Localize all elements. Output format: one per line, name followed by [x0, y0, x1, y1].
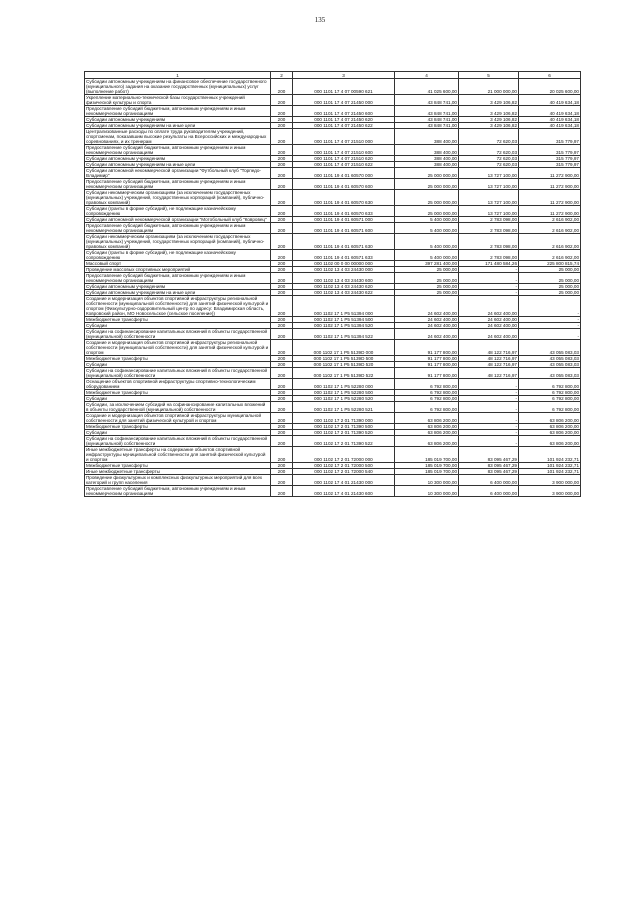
row-executed: 2 783 098,00: [459, 217, 519, 223]
row-unexecuted: 315 779,97: [519, 129, 581, 145]
row-line-code: 200: [271, 179, 293, 190]
row-executed: 3 429 106,82: [459, 117, 519, 123]
row-executed: 72 620,03: [459, 162, 519, 168]
column-header: 6: [519, 72, 581, 79]
row-name: Субсидии на софинансирование капитальных вложений в объекты государственной (муниципальной) собственности: [85, 436, 271, 447]
row-budget-code: 000 1102 17 1 P5 5139D 522: [293, 368, 395, 379]
row-unexecuted: 43 055 083,03: [519, 340, 581, 356]
row-budget-code: 000 1102 17 1 P5 5139D 500: [293, 356, 395, 362]
row-executed: 83 095 467,29: [459, 447, 519, 463]
row-budget-code: 000 1102 17 1 P5 52280 000: [293, 379, 395, 390]
row-budget-code: 000 1102 13 4 03 24430 000: [293, 267, 395, 273]
row-executed: 83 095 467,29: [459, 469, 519, 475]
row-line-code: 200: [271, 317, 293, 323]
row-budget-code: 000 1101 19 4 01 60570 000: [293, 168, 395, 179]
table-row: [85, 340, 581, 356]
row-executed: 48 122 716,97: [459, 340, 519, 356]
row-name: Создание и модернизация объектов спортивной инфраструктуры региональной собственности (муниципальной собственности) для занятий физической культурой и спортом: [85, 340, 271, 356]
row-line-code: 200: [271, 223, 293, 234]
row-name: Предоставление субсидий бюджетным, автономным учреждениям и иным некоммерческим организациям: [85, 106, 271, 117]
table-row: [85, 168, 581, 179]
row-budget-code: 000 1101 17 4 07 21450 622: [293, 123, 395, 129]
row-unexecuted: 2 616 902,00: [519, 250, 581, 261]
row-name: Иные межбюджетные трансферты на содержание объектов спортивной инфраструктуры муниципальной собственности для занятий физической культурой и спортом: [85, 447, 271, 463]
row-budget-code: 000 1101 19 4 01 60571 600: [293, 223, 395, 234]
row-budget-code: 000 1102 17 1 P5 52280 521: [293, 402, 395, 413]
row-name: Межбюджетные трансферты: [85, 390, 271, 396]
row-unexecuted: -: [519, 317, 581, 323]
row-line-code: 200: [271, 162, 293, 168]
table-row: [85, 475, 581, 486]
row-budget-code: 000 1102 17 2 01 72000 540: [293, 469, 395, 475]
row-budget-code: 000 1102 17 1 P5 51394 522: [293, 329, 395, 340]
row-budget-code: 000 1101 19 4 01 60571 630: [293, 234, 395, 250]
row-unexecuted: 40 419 634,18: [519, 117, 581, 123]
row-name: Предоставление субсидий бюджетным, автономным учреждениям и иным некоммерческим организациям: [85, 486, 271, 497]
row-approved: 185 019 700,00: [395, 447, 459, 463]
row-name: Субсидии автономным учреждениям: [85, 284, 271, 290]
row-line-code: 200: [271, 190, 293, 206]
row-name: Проведение физкультурных и комплексных физкультурных мероприятий для всех категорий и групп населения: [85, 475, 271, 486]
row-budget-code: 000 1101 19 4 01 60570 633: [293, 206, 395, 217]
row-name: Предоставление субсидий бюджетным, автономным учреждениям и иным некоммерческим организациям: [85, 179, 271, 190]
row-budget-code: 000 1102 17 2 01 71390 520: [293, 430, 395, 436]
row-line-code: 200: [271, 117, 293, 123]
row-unexecuted: 63 806 200,00: [519, 424, 581, 430]
row-line-code: 200: [271, 368, 293, 379]
row-unexecuted: 40 419 634,18: [519, 95, 581, 106]
row-executed: 21 000 000,00: [459, 79, 519, 95]
row-name: Межбюджетные трансферты: [85, 356, 271, 362]
row-executed: 6 400 000,00: [459, 475, 519, 486]
row-unexecuted: -: [519, 296, 581, 317]
row-name: Субсидии автономной некоммерческой организации "Мотобольный клуб "Ковровец": [85, 217, 271, 223]
row-approved: 25 000 000,00: [395, 206, 459, 217]
row-line-code: 200: [271, 261, 293, 267]
row-unexecuted: 11 272 900,00: [519, 168, 581, 179]
row-line-code: 200: [271, 323, 293, 329]
row-unexecuted: 63 806 200,00: [519, 413, 581, 424]
row-unexecuted: 25 000,00: [519, 267, 581, 273]
row-approved: 63 806 200,00: [395, 430, 459, 436]
row-executed: 24 602 400,00: [459, 317, 519, 323]
column-header-row: [85, 72, 581, 79]
row-executed: -: [459, 390, 519, 396]
row-unexecuted: 63 806 200,00: [519, 436, 581, 447]
row-name: Проведение массовых спортивных мероприятий: [85, 267, 271, 273]
row-budget-code: 000 1101 17 4 07 21510 622: [293, 162, 395, 168]
row-line-code: 200: [271, 356, 293, 362]
row-approved: 63 806 200,00: [395, 424, 459, 430]
row-executed: 72 620,03: [459, 145, 519, 156]
row-unexecuted: 43 055 083,03: [519, 362, 581, 368]
row-name: Субсидии некоммерческим организациям (за исключением государственных (муниципальных) учреждений, государственных корпораций (компаний), публично-правовых компаний): [85, 234, 271, 250]
row-line-code: 200: [271, 129, 293, 145]
row-unexecuted: 40 419 634,18: [519, 123, 581, 129]
row-budget-code: 000 1101 17 4 07 21450 000: [293, 95, 395, 106]
row-name: Субсидии автономным учреждениям на финансовое обеспечение государственного (муниципального) задания на оказание государственных (муниципальных) услуг (выполнение работ): [85, 79, 271, 95]
row-executed: 6 400 000,00: [459, 486, 519, 497]
row-executed: 48 122 716,97: [459, 362, 519, 368]
row-approved: 24 602 400,00: [395, 296, 459, 317]
row-budget-code: 000 1101 17 4 07 00590 621: [293, 79, 395, 95]
budget-table: [84, 71, 581, 497]
row-approved: 25 000 000,00: [395, 190, 459, 206]
row-name: Оснащение объектов спортивной инфраструктуры спортивно-технологическим оборудованием: [85, 379, 271, 390]
row-budget-code: 000 1102 17 1 P5 51394 500: [293, 317, 395, 323]
row-approved: 388 400,00: [395, 156, 459, 162]
row-approved: 5 400 000,00: [395, 223, 459, 234]
table-row: [85, 486, 581, 497]
table-row: [85, 250, 581, 261]
row-unexecuted: 43 055 083,03: [519, 356, 581, 362]
row-executed: 13 727 100,00: [459, 179, 519, 190]
row-unexecuted: 2 616 902,00: [519, 234, 581, 250]
row-executed: 72 620,03: [459, 129, 519, 145]
row-budget-code: 000 1102 17 2 01 72000 500: [293, 463, 395, 469]
row-executed: 48 122 716,97: [459, 356, 519, 362]
row-line-code: 200: [271, 106, 293, 117]
row-executed: -: [459, 402, 519, 413]
row-budget-code: 000 1101 19 4 01 60571 633: [293, 250, 395, 261]
row-line-code: 200: [271, 390, 293, 396]
row-name: Межбюджетные трансферты: [85, 424, 271, 430]
row-budget-code: 000 1102 17 4 01 21430 600: [293, 486, 395, 497]
row-budget-code: 000 1102 17 4 01 21430 000: [293, 475, 395, 486]
row-unexecuted: 3 900 000,00: [519, 475, 581, 486]
row-name: Массовый спорт: [85, 261, 271, 267]
row-executed: -: [459, 284, 519, 290]
row-unexecuted: 101 924 232,71: [519, 469, 581, 475]
row-name: Субсидии автономным учреждениям на иные цели: [85, 290, 271, 296]
row-approved: 25 000,00: [395, 284, 459, 290]
row-name: Создание и модернизация объектов спортивной инфраструктуры муниципальной собственности для занятий физической культурой и спортом: [85, 413, 271, 424]
row-budget-code: 000 1101 19 4 01 60570 600: [293, 179, 395, 190]
row-line-code: 200: [271, 402, 293, 413]
column-header: 2: [271, 72, 293, 79]
row-approved: 91 177 800,00: [395, 362, 459, 368]
row-approved: 91 177 800,00: [395, 356, 459, 362]
column-header: 4: [395, 72, 459, 79]
row-approved: 25 000 000,00: [395, 179, 459, 190]
row-unexecuted: 11 272 900,00: [519, 190, 581, 206]
row-approved: 10 300 000,00: [395, 475, 459, 486]
row-name: Субсидии на софинансирование капитальных вложений в объекты государственной (муниципальной) собственности: [85, 329, 271, 340]
row-executed: 24 602 400,00: [459, 323, 519, 329]
row-name: Субсидии автономным учреждениям на иные цели: [85, 123, 271, 129]
row-unexecuted: 40 419 634,18: [519, 106, 581, 117]
row-budget-code: 000 1102 17 1 P5 51394 520: [293, 323, 395, 329]
table-row: [85, 79, 581, 95]
row-line-code: 200: [271, 396, 293, 402]
row-approved: 5 400 000,00: [395, 217, 459, 223]
row-name: Субсидии (гранты в форме субсидий), не подлежащие казначейскому сопровождению: [85, 250, 271, 261]
table-row: [85, 117, 581, 123]
row-unexecuted: 2 616 902,00: [519, 223, 581, 234]
row-executed: 13 727 100,00: [459, 206, 519, 217]
row-approved: 43 848 741,00: [395, 123, 459, 129]
row-name: Межбюджетные трансферты: [85, 463, 271, 469]
row-unexecuted: -: [519, 329, 581, 340]
row-executed: -: [459, 430, 519, 436]
table-row: [85, 469, 581, 475]
row-unexecuted: 2 616 902,00: [519, 217, 581, 223]
row-executed: -: [459, 424, 519, 430]
row-line-code: 200: [271, 379, 293, 390]
row-executed: -: [459, 273, 519, 284]
row-name: Субсидии автономным учреждениям на иные цели: [85, 162, 271, 168]
row-approved: 43 848 741,00: [395, 106, 459, 117]
row-approved: 25 000,00: [395, 267, 459, 273]
row-name: Межбюджетные трансферты: [85, 317, 271, 323]
table-row: [85, 179, 581, 190]
row-approved: 6 792 800,00: [395, 396, 459, 402]
row-line-code: 200: [271, 145, 293, 156]
row-approved: 25 000,00: [395, 273, 459, 284]
row-name: Субсидии: [85, 396, 271, 402]
row-line-code: 200: [271, 463, 293, 469]
row-executed: 72 620,03: [459, 156, 519, 162]
column-header: 1: [85, 72, 271, 79]
row-budget-code: 000 1102 17 2 01 71390 000: [293, 413, 395, 424]
row-budget-code: 000 1101 17 4 07 21450 620: [293, 117, 395, 123]
table-row: [85, 447, 581, 463]
row-budget-code: 000 1102 17 1 P5 52280 520: [293, 396, 395, 402]
row-line-code: 200: [271, 436, 293, 447]
row-approved: 388 400,00: [395, 145, 459, 156]
row-budget-code: 000 1102 17 2 01 72000 000: [293, 447, 395, 463]
row-executed: 3 429 106,82: [459, 123, 519, 129]
row-approved: 91 177 800,00: [395, 368, 459, 379]
row-budget-code: 000 1102 17 2 01 71390 500: [293, 424, 395, 430]
row-name: Субсидии: [85, 430, 271, 436]
table-row: [85, 402, 581, 413]
table-row: [85, 436, 581, 447]
row-name: Субсидии (гранты в форме субсидий), не подлежащие казначейскому сопровождению: [85, 206, 271, 217]
row-executed: -: [459, 290, 519, 296]
row-approved: 388 400,00: [395, 129, 459, 145]
table-row: [85, 162, 581, 168]
row-line-code: 200: [271, 217, 293, 223]
row-approved: 63 806 200,00: [395, 436, 459, 447]
row-line-code: 200: [271, 95, 293, 106]
row-budget-code: 000 1101 17 4 07 21510 600: [293, 145, 395, 156]
row-budget-code: 000 1101 19 4 01 60571 000: [293, 217, 395, 223]
row-line-code: 200: [271, 447, 293, 463]
row-approved: 24 602 400,00: [395, 317, 459, 323]
row-executed: 171 480 584,26: [459, 261, 519, 267]
row-approved: 24 602 400,00: [395, 323, 459, 329]
row-executed: -: [459, 436, 519, 447]
row-executed: -: [459, 267, 519, 273]
row-budget-code: 000 1102 13 4 03 24430 622: [293, 290, 395, 296]
row-unexecuted: 3 900 000,00: [519, 486, 581, 497]
row-executed: 3 429 106,82: [459, 106, 519, 117]
row-line-code: 200: [271, 430, 293, 436]
row-approved: 397 281 400,00: [395, 261, 459, 267]
row-name: Субсидии автономной некоммерческой организации "Футбольный клуб "Торпедо-Владимир": [85, 168, 271, 179]
row-line-code: 200: [271, 475, 293, 486]
row-approved: 185 019 700,00: [395, 463, 459, 469]
row-unexecuted: 20 025 600,00: [519, 79, 581, 95]
row-unexecuted: 225 800 815,74: [519, 261, 581, 267]
row-line-code: 200: [271, 290, 293, 296]
table-row: [85, 223, 581, 234]
row-budget-code: 000 1101 17 4 07 21510 000: [293, 129, 395, 145]
row-executed: 48 122 716,97: [459, 368, 519, 379]
table-row: [85, 206, 581, 217]
row-executed: -: [459, 396, 519, 402]
row-line-code: 200: [271, 250, 293, 261]
row-line-code: 200: [271, 123, 293, 129]
row-line-code: 200: [271, 206, 293, 217]
row-executed: 24 602 400,00: [459, 296, 519, 317]
row-executed: -: [459, 413, 519, 424]
row-approved: 6 792 800,00: [395, 390, 459, 396]
row-unexecuted: 25 000,00: [519, 273, 581, 284]
row-executed: 3 429 106,82: [459, 95, 519, 106]
row-approved: 91 177 800,00: [395, 340, 459, 356]
row-name: Централизованные расходы по оплате труда руководителям учреждений, спортсменам, показавшим высокие результаты на Всероссийских и международных соревнованиях, и их тренерам: [85, 129, 271, 145]
table-row: [85, 217, 581, 223]
row-name: Предоставление субсидий бюджетным, автономным учреждениям и иным некоммерческим организациям: [85, 273, 271, 284]
row-executed: 2 783 098,00: [459, 223, 519, 234]
table-row: [85, 129, 581, 145]
row-line-code: 200: [271, 329, 293, 340]
row-line-code: 200: [271, 413, 293, 424]
row-unexecuted: 315 779,97: [519, 145, 581, 156]
row-executed: 2 783 098,00: [459, 234, 519, 250]
page-number: 135: [314, 16, 326, 24]
row-name: Субсидии: [85, 323, 271, 329]
row-budget-code: 000 1102 17 1 P5 5139D 000: [293, 340, 395, 356]
row-line-code: 200: [271, 284, 293, 290]
row-name: Субсидии автономным учреждениям: [85, 156, 271, 162]
row-name: Субсидии на софинансирование капитальных вложений в объекты государственной (муниципальной) собственности: [85, 368, 271, 379]
table-row: [85, 234, 581, 250]
row-line-code: 200: [271, 156, 293, 162]
row-line-code: 200: [271, 424, 293, 430]
row-unexecuted: 101 924 232,71: [519, 463, 581, 469]
table-row: [85, 296, 581, 317]
row-line-code: 200: [271, 79, 293, 95]
row-name: Предоставление субсидий бюджетным, автономным учреждениям и иным некоммерческим организациям: [85, 223, 271, 234]
table-row: [85, 145, 581, 156]
row-approved: 43 848 741,00: [395, 117, 459, 123]
row-unexecuted: 315 779,97: [519, 156, 581, 162]
table-row: [85, 190, 581, 206]
row-approved: 5 400 000,00: [395, 250, 459, 261]
row-approved: 6 792 800,00: [395, 402, 459, 413]
row-name: Субсидии некоммерческим организациям (за исключением государственных (муниципальных) учреждений, государственных корпораций (компаний), публично-правовых компаний): [85, 190, 271, 206]
row-line-code: 200: [271, 469, 293, 475]
row-budget-code: 000 1102 17 1 P5 5139D 520: [293, 362, 395, 368]
table-row: [85, 106, 581, 117]
row-line-code: 200: [271, 486, 293, 497]
row-approved: 41 025 600,00: [395, 79, 459, 95]
row-line-code: 200: [271, 362, 293, 368]
row-name: Создание и модернизация объектов спортивной инфраструктуры региональной собственности (муниципальной собственности) для занятий физической культурой и спортом (Физкультурно-оздоровительный центр по адресу: Владимирская область, Ковровский район, МО Новосельское (сельское поселение)): [85, 296, 271, 317]
row-unexecuted: 11 272 900,00: [519, 206, 581, 217]
table-row: [85, 95, 581, 106]
row-approved: 185 019 700,00: [395, 469, 459, 475]
table-row: [85, 329, 581, 340]
column-header: 3: [293, 72, 395, 79]
row-unexecuted: 25 000,00: [519, 284, 581, 290]
row-budget-code: 000 1102 13 4 03 24430 600: [293, 273, 395, 284]
row-unexecuted: 25 000,00: [519, 290, 581, 296]
row-unexecuted: 6 792 800,00: [519, 402, 581, 413]
table-row: [85, 156, 581, 162]
row-unexecuted: 11 272 900,00: [519, 179, 581, 190]
row-unexecuted: 6 792 800,00: [519, 379, 581, 390]
row-approved: 25 000,00: [395, 290, 459, 296]
row-name: Субсидии автономным учреждениям: [85, 117, 271, 123]
row-unexecuted: 6 792 800,00: [519, 396, 581, 402]
row-unexecuted: 101 924 232,71: [519, 447, 581, 463]
row-name: Субсидии, за исключением субсидий на софинансирование капитальных вложений в объекты государственной (муниципальной) собственности: [85, 402, 271, 413]
table-row: [85, 123, 581, 129]
row-unexecuted: 43 055 083,03: [519, 368, 581, 379]
row-line-code: 200: [271, 267, 293, 273]
row-name: Укрепление материально-технической базы государственных учреждений физической культуры и спорта: [85, 95, 271, 106]
row-budget-code: 000 1102 17 1 P5 52280 500: [293, 390, 395, 396]
row-unexecuted: 63 806 200,00: [519, 430, 581, 436]
row-executed: 13 727 100,00: [459, 190, 519, 206]
row-unexecuted: 315 779,97: [519, 162, 581, 168]
row-budget-code: 000 1101 17 4 07 21450 600: [293, 106, 395, 117]
row-approved: 25 000 000,00: [395, 168, 459, 179]
row-line-code: 200: [271, 340, 293, 356]
row-name: Субсидии: [85, 362, 271, 368]
row-name: Иные межбюджетные трансферты: [85, 469, 271, 475]
column-header: 5: [459, 72, 519, 79]
row-line-code: 200: [271, 168, 293, 179]
row-executed: -: [459, 379, 519, 390]
row-approved: 388 400,00: [395, 162, 459, 168]
row-budget-code: 000 1101 17 4 07 21510 620: [293, 156, 395, 162]
row-unexecuted: -: [519, 323, 581, 329]
row-line-code: 200: [271, 234, 293, 250]
row-executed: 13 727 100,00: [459, 168, 519, 179]
table-row: [85, 368, 581, 379]
table-row: [85, 273, 581, 284]
table-row: [85, 413, 581, 424]
row-approved: 43 848 741,00: [395, 95, 459, 106]
row-name: Предоставление субсидий бюджетным, автономным учреждениям и иным некоммерческим организациям: [85, 145, 271, 156]
row-budget-code: 000 1102 00 0 00 00000 000: [293, 261, 395, 267]
row-budget-code: 000 1102 17 1 P5 51394 000: [293, 296, 395, 317]
row-approved: 10 300 000,00: [395, 486, 459, 497]
row-budget-code: 000 1101 19 4 01 60570 630: [293, 190, 395, 206]
row-approved: 24 602 400,00: [395, 329, 459, 340]
row-approved: 63 806 200,00: [395, 413, 459, 424]
table-row: [85, 379, 581, 390]
row-unexecuted: 6 792 800,00: [519, 390, 581, 396]
row-line-code: 200: [271, 273, 293, 284]
row-executed: 2 783 098,00: [459, 250, 519, 261]
row-budget-code: 000 1102 13 4 03 24430 620: [293, 284, 395, 290]
row-line-code: 200: [271, 296, 293, 317]
row-executed: 24 602 400,00: [459, 329, 519, 340]
row-executed: 83 095 467,29: [459, 463, 519, 469]
row-budget-code: 000 1102 17 2 01 71390 522: [293, 436, 395, 447]
row-approved: 6 792 800,00: [395, 379, 459, 390]
row-approved: 5 400 000,00: [395, 234, 459, 250]
